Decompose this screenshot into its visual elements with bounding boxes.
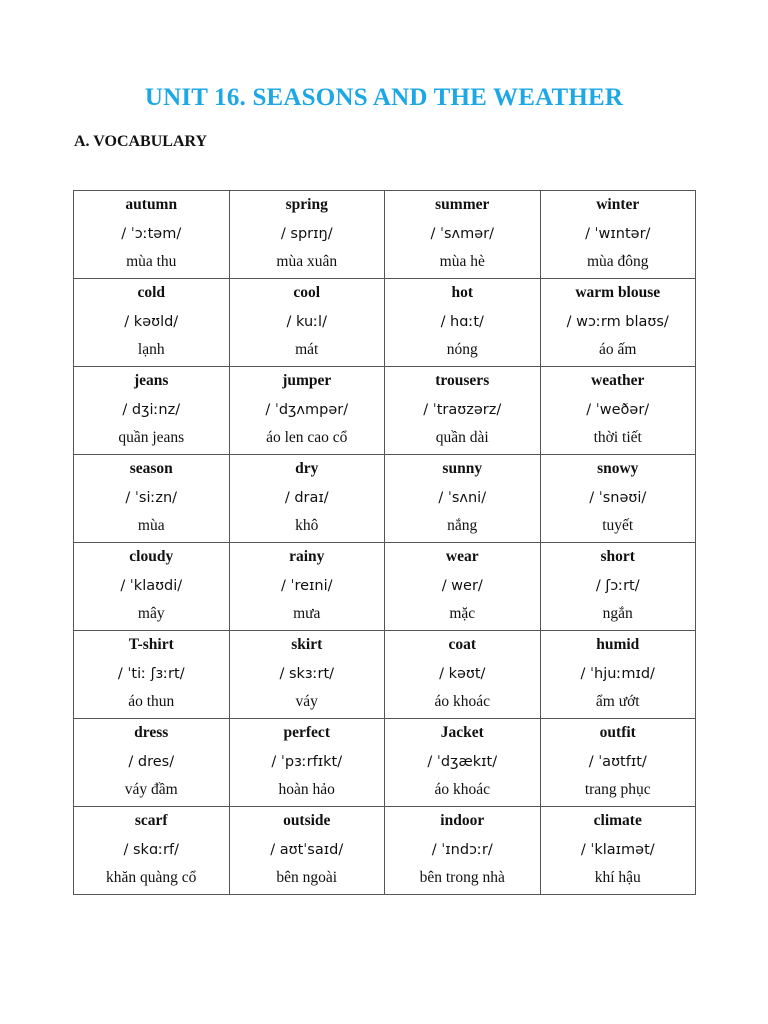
- vocab-word: autumn: [125, 196, 178, 213]
- vocab-cell: [229, 191, 385, 279]
- vocab-cell: [385, 807, 541, 895]
- vocab-pronunciation: / skɜːrt/: [279, 666, 335, 682]
- vocab-cell: [229, 455, 385, 543]
- vocab-cell: [229, 279, 385, 367]
- vocab-cell: [229, 367, 385, 455]
- vocab-pronunciation: / kuːl/: [286, 314, 327, 330]
- vocab-cell: [540, 807, 696, 895]
- vocab-entry: [230, 807, 385, 888]
- vocab-word: sunny: [442, 460, 483, 477]
- table-row: [74, 367, 696, 455]
- vocab-entry: [230, 719, 385, 800]
- vocab-pronunciation: / ˈklaʊdi/: [120, 578, 183, 594]
- vocab-entry: [541, 367, 696, 448]
- vocab-pronunciation: / ʃɔːrt/: [595, 578, 640, 594]
- vocab-pronunciation: / ˈhjuːmɪd/: [580, 666, 655, 682]
- vocab-cell: [74, 279, 230, 367]
- section-heading: A. VOCABULARY: [74, 133, 208, 150]
- vocab-pronunciation: / kəʊt/: [439, 666, 486, 682]
- vocab-word: spring: [285, 196, 328, 213]
- vocab-word: humid: [596, 636, 640, 653]
- vocab-word: outside: [283, 812, 331, 829]
- vocab-entry: [541, 719, 696, 800]
- vocab-pronunciation: / ˈɔːtəm/: [121, 226, 182, 242]
- vocab-pronunciation: / wɔːrm blaʊs/: [566, 314, 669, 330]
- vocab-cell: [385, 367, 541, 455]
- vocab-pronunciation: / ˈweðər/: [586, 402, 650, 418]
- vocab-entry: [541, 631, 696, 712]
- vocab-pronunciation: / ˈwɪntər/: [585, 226, 651, 242]
- vocab-word: hot: [451, 284, 474, 301]
- vocab-word: wear: [445, 548, 479, 565]
- vocab-entry: [230, 631, 385, 712]
- vocabulary-table: [73, 190, 696, 895]
- vocab-entry: [541, 543, 696, 624]
- vocab-pronunciation: / ˈaʊtfɪt/: [588, 754, 647, 770]
- vocab-word: climate: [593, 812, 642, 829]
- vocab-word: outfit: [599, 724, 636, 741]
- vocab-pronunciation: / ˈdʒækɪt/: [427, 754, 498, 770]
- vocab-cell: [385, 631, 541, 719]
- vocab-entry: [74, 543, 229, 624]
- table-row: [74, 631, 696, 719]
- vocab-meaning: mùa hè: [439, 253, 485, 270]
- vocab-word: perfect: [283, 724, 330, 741]
- table-row: [74, 279, 696, 367]
- table-row: [74, 543, 696, 631]
- vocab-word: summer: [435, 196, 490, 213]
- vocab-entry: [74, 367, 229, 448]
- vocab-entry: [74, 279, 229, 360]
- vocab-cell: [540, 455, 696, 543]
- vocab-meaning: hoàn hảo: [278, 781, 335, 798]
- vocab-meaning: mùa đông: [586, 253, 649, 270]
- vocab-meaning: mặc: [449, 605, 476, 622]
- vocab-meaning: thời tiết: [593, 429, 642, 446]
- vocab-entry: [541, 455, 696, 536]
- vocab-cell: [74, 631, 230, 719]
- vocab-meaning: bên ngoài: [276, 869, 338, 886]
- vocab-cell: [229, 807, 385, 895]
- vocab-word: Jacket: [440, 724, 484, 741]
- vocab-word: warm blouse: [575, 284, 661, 301]
- vocab-pronunciation: / draɪ/: [284, 490, 329, 506]
- vocab-word: indoor: [440, 812, 485, 829]
- vocab-meaning: mây: [137, 605, 165, 622]
- vocab-meaning: bên trong nhà: [419, 869, 505, 886]
- vocab-word: season: [129, 460, 173, 477]
- vocab-entry: [230, 191, 385, 272]
- vocab-cell: [385, 543, 541, 631]
- vocab-word: weather: [591, 372, 645, 389]
- vocab-cell: [229, 719, 385, 807]
- vocab-meaning: tuyết: [602, 517, 634, 534]
- vocab-word: T-shirt: [128, 636, 174, 653]
- vocab-pronunciation: / dres/: [128, 754, 175, 770]
- vocab-meaning: áo khoác: [434, 781, 490, 798]
- vocab-meaning: nắng: [447, 517, 478, 534]
- vocab-cell: [74, 455, 230, 543]
- vocab-word: jumper: [282, 372, 332, 389]
- vocab-word: cold: [137, 284, 166, 301]
- vocab-meaning: mùa xuân: [276, 253, 338, 270]
- vocab-pronunciation: / ˈdʒʌmpər/: [265, 402, 349, 418]
- vocab-cell: [74, 543, 230, 631]
- vocab-word: cloudy: [129, 548, 174, 565]
- vocab-cell: [74, 719, 230, 807]
- vocab-entry: [385, 719, 540, 800]
- vocab-pronunciation: / ˈtraʊzərz/: [423, 402, 502, 418]
- table-row: [74, 807, 696, 895]
- vocab-entry: [230, 543, 385, 624]
- vocab-pronunciation: / ˈsnəʊi/: [589, 490, 647, 506]
- vocab-cell: [540, 631, 696, 719]
- page-title: UNIT 16. SEASONS AND THE WEATHER: [144, 84, 624, 111]
- vocab-meaning: khí hậu: [594, 869, 641, 886]
- vocab-entry: [385, 455, 540, 536]
- vocab-pronunciation: / ˈsʌmər/: [430, 226, 494, 242]
- vocab-pronunciation: / aʊtˈsaɪd/: [270, 842, 344, 858]
- vocab-entry: [385, 543, 540, 624]
- vocab-word: rainy: [289, 548, 325, 565]
- vocab-cell: [385, 191, 541, 279]
- vocab-entry: [385, 279, 540, 360]
- vocab-word: short: [600, 548, 635, 565]
- vocab-meaning: váy: [295, 693, 318, 710]
- vocab-entry: [74, 807, 229, 888]
- vocab-pronunciation: / dʒiːnz/: [122, 402, 181, 418]
- vocab-entry: [230, 455, 385, 536]
- vocab-meaning: quần jeans: [118, 429, 185, 446]
- vocab-meaning: mùa thu: [126, 253, 177, 270]
- vocab-meaning: mưa: [293, 605, 321, 622]
- vocab-pronunciation: / hɑːt/: [440, 314, 484, 330]
- vocab-word: scarf: [134, 812, 168, 829]
- vocab-meaning: áo len cao cổ: [266, 429, 348, 446]
- vocab-meaning: trang phục: [584, 781, 651, 798]
- vocab-meaning: áo ấm: [599, 341, 637, 358]
- vocab-entry: [385, 367, 540, 448]
- vocab-cell: [74, 191, 230, 279]
- vocab-entry: [541, 807, 696, 888]
- vocab-word: coat: [448, 636, 477, 653]
- vocab-meaning: mùa: [137, 517, 165, 534]
- vocab-word: skirt: [291, 636, 323, 653]
- vocab-pronunciation: / ˈpɜːrfɪkt/: [271, 754, 343, 770]
- vocab-pronunciation: / ˈsiːzn/: [125, 490, 178, 506]
- vocab-cell: [540, 367, 696, 455]
- vocab-cell: [540, 191, 696, 279]
- vocab-pronunciation: / kəʊld/: [124, 314, 179, 330]
- vocab-meaning: ngắn: [602, 605, 633, 622]
- vocab-pronunciation: / ˈɪndɔːr/: [431, 842, 493, 858]
- vocab-meaning: mát: [295, 341, 319, 358]
- vocab-word: snowy: [597, 460, 639, 477]
- vocab-cell: [229, 631, 385, 719]
- vocabulary-table-body: [74, 191, 696, 895]
- table-row: [74, 191, 696, 279]
- vocab-meaning: lạnh: [137, 341, 165, 358]
- vocab-entry: [385, 191, 540, 272]
- vocab-word: jeans: [134, 372, 169, 389]
- vocab-meaning: khô: [295, 517, 319, 534]
- vocab-pronunciation: / wer/: [441, 578, 483, 594]
- vocab-meaning: váy đầm: [124, 781, 178, 798]
- vocab-entry: [74, 719, 229, 800]
- vocab-cell: [540, 719, 696, 807]
- vocab-word: cool: [293, 284, 321, 301]
- vocab-entry: [74, 631, 229, 712]
- vocab-word: winter: [596, 196, 640, 213]
- table-row: [74, 455, 696, 543]
- vocab-cell: [74, 367, 230, 455]
- vocab-entry: [230, 279, 385, 360]
- vocab-meaning: áo khoác: [434, 693, 490, 710]
- vocab-pronunciation: / sprɪŋ/: [280, 226, 333, 242]
- vocab-cell: [540, 543, 696, 631]
- vocab-meaning: khăn quàng cổ: [106, 869, 197, 886]
- vocab-pronunciation: / skɑːrf/: [123, 842, 179, 858]
- vocab-entry: [541, 279, 696, 360]
- vocab-meaning: nóng: [446, 341, 478, 358]
- vocab-entry: [74, 191, 229, 272]
- vocab-word: trousers: [435, 372, 490, 389]
- vocab-pronunciation: / ˈklaɪmət/: [580, 842, 655, 858]
- vocab-cell: [385, 455, 541, 543]
- vocab-word: dress: [134, 724, 169, 741]
- vocab-entry: [230, 367, 385, 448]
- vocab-cell: [74, 807, 230, 895]
- vocab-pronunciation: / ˈtiː ʃɜːrt/: [117, 666, 185, 682]
- vocab-entry: [74, 455, 229, 536]
- vocab-entry: [385, 631, 540, 712]
- vocab-entry: [541, 191, 696, 272]
- vocab-meaning: áo thun: [128, 693, 175, 710]
- vocab-cell: [385, 279, 541, 367]
- vocab-meaning: quần dài: [435, 429, 489, 446]
- vocab-cell: [385, 719, 541, 807]
- vocab-entry: [385, 807, 540, 888]
- vocab-meaning: ẩm ướt: [595, 693, 640, 710]
- vocab-cell: [540, 279, 696, 367]
- vocab-word: dry: [295, 460, 319, 477]
- table-row: [74, 719, 696, 807]
- vocab-pronunciation: / ˈsʌni/: [438, 490, 487, 506]
- vocab-cell: [229, 543, 385, 631]
- vocab-pronunciation: / ˈreɪni/: [280, 578, 333, 594]
